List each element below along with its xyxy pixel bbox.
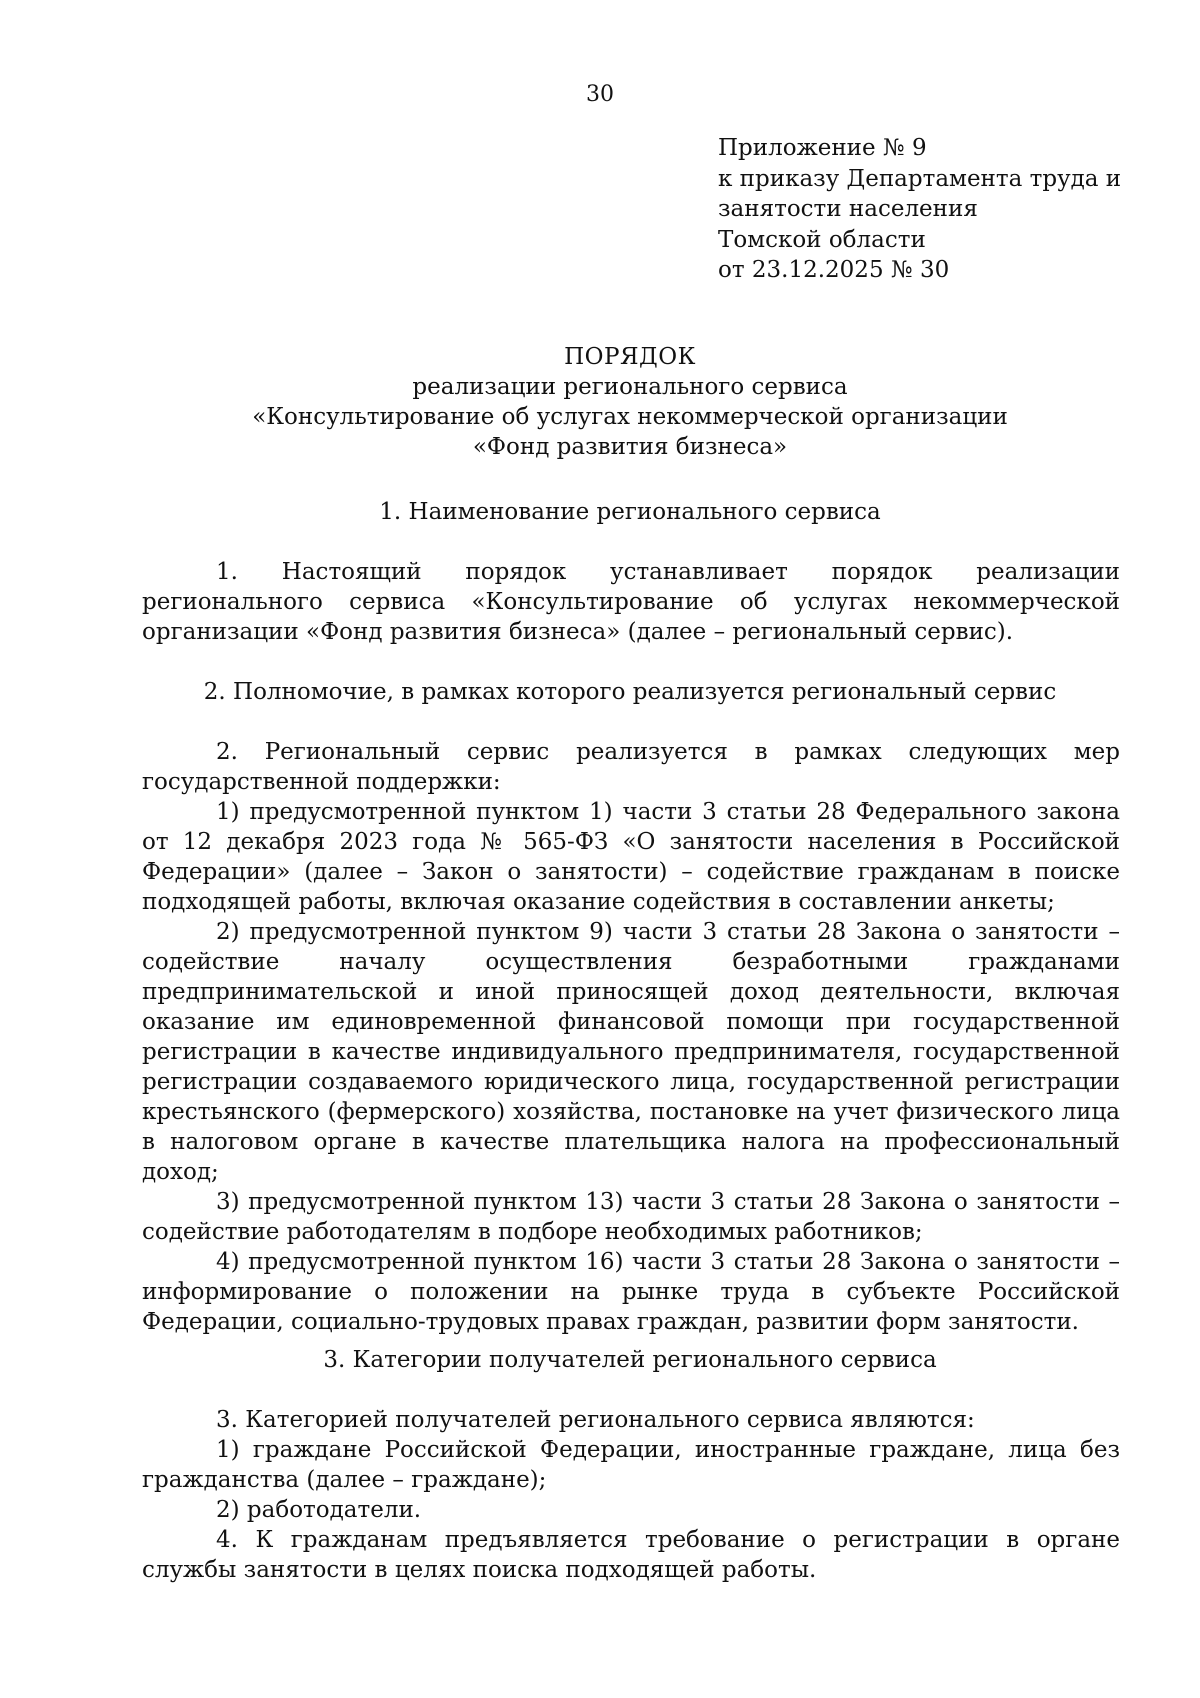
section-2-paragraph: 2. Региональный сервис реализуется в рамках следующих мер государственной поддержки: [142,739,1120,795]
section-2-list-item: 1) предусмотренной пунктом 1) части 3 статьи 28 Федерального закона от 12 декабря 2023 года № 565-ФЗ «О занятости населения в Российской Федерации» (далее – Закон о занятости) – содействие гражданам в поиске подходящей работы, включая оказание содействия в составлении анкеты; [142,799,1120,915]
section-3-paragraph: 3. Категорией получателей регионального сервиса являются: [216,1407,975,1433]
title-heading: ПОРЯДОК [564,344,696,370]
annex-line: Томской области [718,226,926,253]
section-3-list-item: 1) граждане Российской Федерации, иностранные граждане, лица без гражданства (далее – граждане); [142,1437,1120,1493]
section-2-list-item: 4) предусмотренной пунктом 16) части 3 статьи 28 Закона о занятости – информирование о положении на рынке труда в субъекте Российской Федерации, социально-трудовых правах граждан, развитии форм занятости. [142,1249,1120,1335]
annex-line: занятости населения [718,196,978,222]
annex-block [718,133,1121,286]
title-line: «Консультирование об услугах некоммерческой организации [252,404,1008,430]
section-2-body [142,737,1120,1337]
section-1-paragraph: 1. Настоящий порядок устанавливает порядок реализации регионального сервиса «Консультирование об услугах некоммерческой организации «Фонд развития бизнеса» (далее – региональный сервис). [142,559,1120,645]
title-line: «Фонд развития бизнеса» [472,434,788,460]
annex-line: к приказу Департамента труда и [718,165,1122,192]
title-line: реализации регионального сервиса [412,374,848,400]
page-number: 30 [586,82,614,107]
section-3-list-item: 2) работодатели. [216,1497,422,1523]
annex-line: Приложение № 9 [718,135,927,161]
section-heading-1: 1. Наименование регионального сервиса [379,499,881,525]
section-3-paragraph: 4. К гражданам предъявляется требование о регистрации в органе службы занятости в целях поиска подходящей работы. [142,1527,1120,1583]
section-2-list-item: 3) предусмотренной пунктом 13) части 3 статьи 28 Закона о занятости – содействие работодателям в подборе необходимых работников; [142,1189,1120,1245]
section-heading-2: 2. Полномочие, в рамках которого реализуется региональный сервис [203,679,1057,705]
annex-line: от 23.12.2025 № 30 [718,257,950,283]
document-title [140,342,1120,462]
section-heading-3: 3. Категории получателей регионального сервиса [323,1347,937,1373]
section-3-body [142,1405,1120,1585]
section-2-list-item: 2) предусмотренной пунктом 9) части 3 статьи 28 Закона о занятости – содействие началу осуществления безработными гражданами предпринимательской и иной приносящей доход деятельности, включая оказание им единовременной финансовой помощи при государственной регистрации в качестве индивидуального предпринимателя, государственной регистрации создаваемого юридического лица, государственной регистрации крестьянского (фермерского) хозяйства, постановке на учет физического лица в налоговом органе в качестве плательщика налога на профессиональный доход; [142,919,1120,1185]
